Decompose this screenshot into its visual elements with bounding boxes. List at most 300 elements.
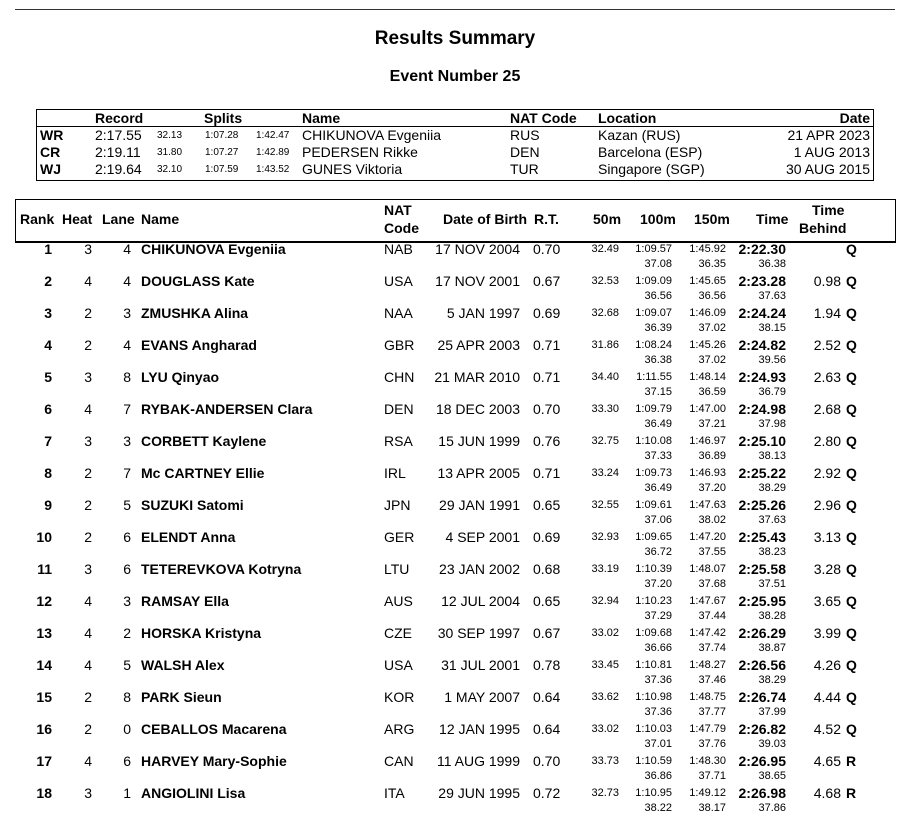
date-of-birth: 15 JUN 1999 (438, 433, 520, 449)
heat: 4 (84, 625, 92, 641)
swimmer-name: LYU Qinyao (141, 369, 220, 385)
reaction-time: 0.70 (533, 401, 561, 417)
split-50m: 31.86 (591, 339, 619, 351)
lap-split-final: 36.79 (758, 386, 786, 398)
final-time: 2:23.28 (738, 273, 786, 289)
split-150m: 1:48.30 (689, 755, 726, 767)
qualifier-mark: Q (846, 593, 857, 609)
time-behind: 1.94 (813, 305, 841, 321)
date-of-birth: 21 MAR 2010 (434, 369, 520, 385)
date-of-birth: 5 JAN 1997 (446, 305, 520, 321)
record-location: Singapore (SGP) (598, 161, 705, 177)
header-150m: 150m (694, 211, 730, 227)
rank: 12 (36, 593, 52, 609)
final-time: 2:24.98 (738, 401, 786, 417)
swimmer-name: ELENDT Anna (141, 529, 236, 545)
lane: 8 (123, 689, 131, 705)
split-100m: 1:10.03 (635, 723, 672, 735)
header-rank: Rank (20, 211, 55, 227)
reaction-time: 0.69 (533, 305, 561, 321)
time-behind: 2.68 (813, 401, 841, 417)
split-100m: 1:09.09 (635, 275, 672, 287)
result-row (0, 497, 920, 529)
lap-split-100m: 37.01 (644, 738, 672, 750)
heat: 2 (84, 689, 92, 705)
swimmer-name: SUZUKI Satomi (141, 497, 244, 513)
qualifier-mark: Q (846, 241, 857, 257)
heat: 3 (84, 241, 92, 257)
split-50m: 33.02 (591, 723, 619, 735)
nat-code: LTU (384, 561, 410, 577)
lane: 3 (123, 593, 131, 609)
lap-split-150m: 36.89 (698, 450, 726, 462)
nat-code: USA (384, 273, 413, 289)
swimmer-name: WALSH Alex (141, 657, 225, 673)
date-of-birth: 25 APR 2003 (437, 337, 520, 353)
results-header (15, 199, 896, 243)
records-header-location: Location (598, 110, 657, 126)
lap-split-100m: 37.20 (644, 578, 672, 590)
records-header-nat: NAT Code (510, 110, 577, 126)
lane: 2 (123, 625, 131, 641)
split-150m: 1:47.00 (689, 403, 726, 415)
record-date: 30 AUG 2015 (785, 161, 870, 177)
record-split-50: 32.10 (157, 164, 183, 175)
reaction-time: 0.67 (533, 273, 561, 289)
lap-split-150m: 37.76 (698, 738, 726, 750)
qualifier-mark: R (846, 785, 857, 801)
record-split-150: 1:42.47 (256, 130, 290, 141)
event-number: Event Number 25 (389, 68, 521, 85)
time-behind: 3.13 (813, 529, 841, 545)
split-50m: 33.62 (591, 691, 619, 703)
reaction-time: 0.70 (533, 753, 561, 769)
record-split-50: 32.13 (157, 130, 183, 141)
record-location: Kazan (RUS) (598, 127, 681, 143)
lane: 3 (123, 305, 131, 321)
split-100m: 1:10.59 (635, 755, 672, 767)
lap-split-final: 38.28 (758, 610, 786, 622)
swimmer-name: HARVEY Mary-Sophie (141, 753, 287, 769)
heat: 4 (84, 657, 92, 673)
lap-split-150m: 37.02 (698, 354, 726, 366)
swimmer-name: RAMSAY Ella (141, 593, 229, 609)
lap-split-100m: 37.36 (644, 674, 672, 686)
date-of-birth: 1 MAY 2007 (444, 689, 520, 705)
record-split-150: 1:42.89 (256, 147, 290, 158)
lap-split-150m: 36.35 (698, 258, 726, 270)
record-time: 2:17.55 (95, 127, 142, 143)
header-lane: Lane (102, 211, 135, 227)
reaction-time: 0.67 (533, 625, 561, 641)
qualifier-mark: Q (846, 625, 857, 641)
lane: 7 (123, 401, 131, 417)
record-nat: RUS (510, 127, 540, 143)
split-100m: 1:09.61 (635, 499, 672, 511)
final-time: 2:25.43 (738, 529, 786, 545)
reaction-time: 0.72 (533, 785, 561, 801)
lap-split-final: 38.15 (758, 322, 786, 334)
qualifier-mark: Q (846, 401, 857, 417)
split-100m: 1:09.07 (635, 307, 672, 319)
heat: 2 (84, 305, 92, 321)
result-row (0, 625, 920, 657)
time-behind: 2.96 (813, 497, 841, 513)
swimmer-name: PARK Sieun (141, 689, 222, 705)
lap-split-100m: 37.15 (644, 386, 672, 398)
split-150m: 1:48.07 (689, 563, 726, 575)
top-rule (15, 9, 895, 10)
nat-code: USA (384, 657, 413, 673)
qualifier-mark: Q (846, 721, 857, 737)
split-100m: 1:09.73 (635, 467, 672, 479)
rank: 1 (44, 241, 52, 257)
lap-split-final: 39.03 (758, 738, 786, 750)
rank: 10 (36, 529, 52, 545)
record-split-100: 1:07.27 (205, 147, 239, 158)
final-time: 2:25.95 (738, 593, 786, 609)
heat: 2 (84, 497, 92, 513)
rank: 15 (36, 689, 52, 705)
lap-split-final: 38.29 (758, 674, 786, 686)
date-of-birth: 12 JUL 2004 (441, 593, 520, 609)
lap-split-150m: 37.68 (698, 578, 726, 590)
record-location: Barcelona (ESP) (598, 144, 703, 160)
lap-split-150m: 36.56 (698, 290, 726, 302)
qualifier-mark: Q (846, 561, 857, 577)
lap-split-100m: 37.08 (644, 258, 672, 270)
lap-split-100m: 36.39 (644, 322, 672, 334)
record-type: WR (40, 127, 64, 143)
swimmer-name: EVANS Angharad (141, 337, 257, 353)
heat: 2 (84, 529, 92, 545)
split-150m: 1:46.97 (689, 435, 726, 447)
split-50m: 33.19 (591, 563, 619, 575)
split-150m: 1:47.67 (689, 595, 726, 607)
lap-split-100m: 38.22 (644, 802, 672, 814)
reaction-time: 0.65 (533, 593, 561, 609)
record-time: 2:19.64 (95, 161, 142, 177)
final-time: 2:25.26 (738, 497, 786, 513)
date-of-birth: 18 DEC 2003 (435, 401, 520, 417)
nat-code: ITA (384, 785, 405, 801)
lap-split-final: 37.51 (758, 578, 786, 590)
final-time: 2:26.74 (738, 689, 786, 705)
lane: 8 (123, 369, 131, 385)
header-code: Code (384, 220, 419, 236)
rank: 17 (36, 753, 52, 769)
header-50m: 50m (593, 211, 622, 227)
final-time: 2:24.82 (738, 337, 786, 353)
date-of-birth: 12 JAN 1995 (439, 721, 520, 737)
page-title: Results Summary (374, 28, 536, 49)
lap-split-final: 37.99 (758, 706, 786, 718)
heat: 3 (84, 785, 92, 801)
time-behind: 3.65 (813, 593, 841, 609)
swimmer-name: ZMUSHKA Alina (141, 305, 249, 321)
record-type: WJ (40, 161, 61, 177)
split-100m: 1:10.98 (635, 691, 672, 703)
qualifier-mark: Q (846, 337, 857, 353)
split-50m: 32.68 (591, 307, 619, 319)
reaction-time: 0.69 (533, 529, 561, 545)
time-behind: 2.52 (813, 337, 841, 353)
split-150m: 1:48.75 (689, 691, 726, 703)
heat: 3 (84, 561, 92, 577)
swimmer-name: CORBETT Kaylene (141, 433, 267, 449)
lap-split-100m: 36.66 (644, 642, 672, 654)
heat: 2 (84, 721, 92, 737)
result-row (0, 337, 920, 369)
qualifier-mark: R (846, 753, 857, 769)
qualifier-mark: Q (846, 497, 857, 513)
reaction-time: 0.68 (533, 561, 561, 577)
qualifier-mark: Q (846, 689, 857, 705)
rank: 11 (37, 561, 52, 577)
record-nat: TUR (510, 161, 539, 177)
split-150m: 1:48.27 (689, 659, 726, 671)
qualifier-mark: Q (846, 657, 857, 673)
lap-split-100m: 36.56 (644, 290, 672, 302)
reaction-time: 0.64 (533, 721, 561, 737)
split-50m: 32.75 (591, 435, 619, 447)
swimmer-name: HORSKA Kristyna (141, 625, 262, 641)
split-100m: 1:11.55 (636, 371, 672, 383)
lane: 6 (123, 529, 131, 545)
split-50m: 33.24 (591, 467, 619, 479)
lap-split-final: 37.98 (758, 418, 786, 430)
split-50m: 33.30 (591, 403, 619, 415)
lane: 4 (123, 337, 131, 353)
records-table (36, 109, 874, 181)
result-row (0, 785, 920, 817)
result-row (0, 561, 920, 593)
result-row (0, 689, 920, 721)
lap-split-150m: 37.20 (698, 482, 726, 494)
swimmer-name: ANGIOLINI Lisa (141, 785, 246, 801)
time-behind: 3.99 (813, 625, 841, 641)
split-100m: 1:09.65 (635, 531, 672, 543)
heat: 4 (84, 401, 92, 417)
nat-code: ARG (384, 721, 415, 737)
split-150m: 1:46.93 (689, 467, 726, 479)
reaction-time: 0.65 (533, 497, 561, 513)
result-row (0, 401, 920, 433)
nat-code: IRL (384, 465, 406, 481)
record-nat: DEN (510, 144, 540, 160)
date-of-birth: 23 JAN 2002 (439, 561, 520, 577)
record-split-100: 1:07.59 (205, 164, 239, 175)
date-of-birth: 11 AUG 1999 (436, 753, 520, 769)
split-150m: 1:46.09 (689, 307, 726, 319)
qualifier-mark: Q (846, 433, 857, 449)
result-row (0, 241, 920, 273)
rank: 9 (44, 497, 52, 513)
record-holder-name: GUNES Viktoria (302, 161, 403, 177)
result-row (0, 593, 920, 625)
reaction-time: 0.71 (533, 337, 561, 353)
records-header-name: Name (302, 110, 341, 126)
records-header-record: Record (95, 110, 144, 126)
split-100m: 1:09.79 (635, 403, 672, 415)
nat-code: DEN (384, 401, 414, 417)
header-time: Time (756, 211, 789, 227)
rank: 13 (36, 625, 52, 641)
lap-split-100m: 36.38 (644, 354, 672, 366)
lap-split-100m: 37.06 (644, 514, 672, 526)
split-50m: 32.93 (591, 531, 619, 543)
nat-code: RSA (384, 433, 413, 449)
lap-split-100m: 36.49 (644, 482, 672, 494)
final-time: 2:26.56 (738, 657, 786, 673)
split-50m: 34.40 (591, 371, 619, 383)
reaction-time: 0.71 (533, 465, 561, 481)
result-row (0, 753, 920, 785)
heat: 3 (84, 369, 92, 385)
rank: 8 (44, 465, 52, 481)
result-row (0, 529, 920, 561)
lap-split-final: 37.86 (758, 802, 786, 814)
qualifier-mark: Q (846, 529, 857, 545)
heat: 4 (84, 273, 92, 289)
lap-split-150m: 38.17 (698, 802, 726, 814)
final-time: 2:24.24 (738, 305, 786, 321)
final-time: 2:25.10 (738, 433, 786, 449)
split-100m: 1:09.57 (635, 243, 672, 255)
rank: 4 (44, 337, 52, 353)
lane: 5 (123, 657, 131, 673)
reaction-time: 0.71 (533, 369, 561, 385)
final-time: 2:26.98 (738, 785, 786, 801)
result-row (0, 305, 920, 337)
split-150m: 1:47.42 (689, 627, 726, 639)
final-time: 2:24.93 (738, 369, 786, 385)
rank: 7 (44, 433, 52, 449)
reaction-time: 0.64 (533, 689, 561, 705)
header-heat: Heat (62, 211, 93, 227)
reaction-time: 0.78 (533, 657, 561, 673)
lap-split-150m: 37.55 (698, 546, 726, 558)
result-row (0, 657, 920, 689)
records-header-date: Date (839, 110, 870, 126)
lap-split-final: 38.87 (758, 642, 786, 654)
time-behind: 4.52 (813, 721, 841, 737)
qualifier-mark: Q (846, 273, 857, 289)
record-time: 2:19.11 (95, 144, 141, 160)
split-150m: 1:47.79 (689, 723, 726, 735)
reaction-time: 0.76 (533, 433, 561, 449)
nat-code: KOR (384, 689, 415, 705)
reaction-time: 0.70 (533, 241, 561, 257)
date-of-birth: 13 APR 2005 (437, 465, 520, 481)
heat: 4 (84, 753, 92, 769)
record-type: CR (40, 144, 61, 160)
split-100m: 1:10.08 (635, 435, 672, 447)
lap-split-final: 37.63 (758, 514, 786, 526)
rank: 16 (36, 721, 52, 737)
split-100m: 1:08.24 (635, 339, 672, 351)
time-behind: 4.26 (813, 657, 841, 673)
record-holder-name: CHIKUNOVA Evgeniia (302, 127, 442, 143)
rank: 6 (44, 401, 52, 417)
split-150m: 1:48.14 (689, 371, 726, 383)
split-150m: 1:45.65 (689, 275, 726, 287)
split-50m: 33.45 (591, 659, 619, 671)
final-time: 2:22.30 (738, 241, 786, 257)
header-time-behind-1: Time (812, 202, 845, 218)
lane: 6 (123, 753, 131, 769)
lane: 7 (123, 465, 131, 481)
records-header-rule (37, 126, 873, 127)
heat: 2 (84, 465, 92, 481)
split-100m: 1:09.68 (635, 627, 672, 639)
time-behind: 4.68 (813, 785, 841, 801)
split-50m: 32.55 (591, 499, 619, 511)
swimmer-name: CEBALLOS Macarena (141, 721, 287, 737)
records-header-splits: Splits (204, 110, 243, 126)
record-split-100: 1:07.28 (205, 130, 239, 141)
final-time: 2:25.58 (738, 561, 786, 577)
date-of-birth: 29 JUN 1995 (438, 785, 520, 801)
rank: 2 (44, 273, 52, 289)
split-150m: 1:47.63 (689, 499, 726, 511)
time-behind: 4.65 (813, 753, 841, 769)
lap-split-final: 38.13 (758, 450, 786, 462)
header-time-behind-2: Behind (799, 220, 847, 236)
lap-split-150m: 37.02 (698, 322, 726, 334)
rank: 5 (44, 369, 52, 385)
final-time: 2:25.22 (738, 465, 786, 481)
record-split-150: 1:43.52 (256, 164, 290, 175)
rank: 18 (36, 785, 52, 801)
record-date: 1 AUG 2013 (793, 144, 870, 160)
lap-split-final: 38.23 (758, 546, 786, 558)
split-50m: 32.94 (591, 595, 619, 607)
lap-split-100m: 36.86 (644, 770, 672, 782)
split-100m: 1:10.23 (635, 595, 672, 607)
lap-split-150m: 37.77 (698, 706, 726, 718)
split-150m: 1:47.20 (689, 531, 726, 543)
time-behind: 2.80 (813, 433, 841, 449)
split-50m: 33.02 (591, 627, 619, 639)
lap-split-final: 37.63 (758, 290, 786, 302)
swimmer-name: Mc CARTNEY Ellie (141, 465, 265, 481)
swimmer-name: TETEREVKOVA Kotryna (141, 561, 302, 577)
time-behind: 2.92 (813, 465, 841, 481)
split-50m: 33.73 (591, 755, 619, 767)
result-row (0, 465, 920, 497)
swimmer-name: CHIKUNOVA Evgeniia (141, 241, 286, 257)
lap-split-final: 39.56 (758, 354, 786, 366)
date-of-birth: 30 SEP 1997 (437, 625, 520, 641)
split-150m: 1:45.92 (689, 243, 726, 255)
lap-split-100m: 37.33 (644, 450, 672, 462)
lap-split-150m: 36.59 (698, 386, 726, 398)
split-50m: 32.73 (591, 787, 619, 799)
result-row (0, 369, 920, 401)
swimmer-name: DOUGLASS Kate (141, 273, 255, 289)
lane: 1 (123, 785, 131, 801)
lap-split-final: 36.38 (758, 258, 786, 270)
rank: 3 (44, 305, 52, 321)
qualifier-mark: Q (846, 305, 857, 321)
qualifier-mark: Q (846, 369, 857, 385)
header-100m: 100m (640, 211, 676, 227)
lap-split-final: 38.29 (758, 482, 786, 494)
lane: 4 (123, 241, 131, 257)
lap-split-final: 38.65 (758, 770, 786, 782)
lap-split-150m: 37.74 (698, 642, 726, 654)
